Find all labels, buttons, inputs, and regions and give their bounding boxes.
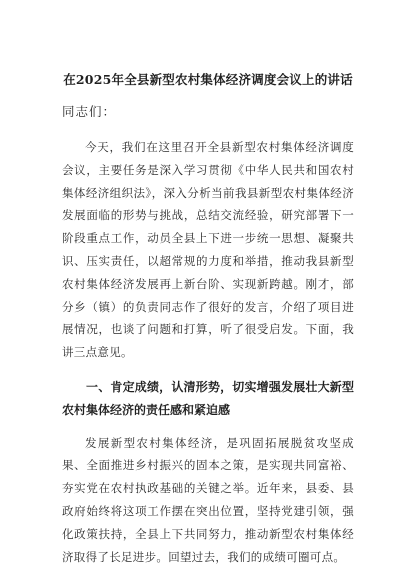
greeting: 同志们： (62, 104, 117, 119)
section-1-paragraph: 发展新型农村集体经济，是巩固拓展脱贫攻坚成果、全面推进乡村振兴的固本之策，是实现共同富裕、夯实党在农村执政基础的关键之举。近年来，县委、县政府始终将这项工作摆在突出位置，坚持党建引领，强化政策扶持，全县上下共同努力，推动新型农村集体经济取得了长足进步。回望过去，我们的成绩可圈可点。 (62, 435, 354, 564)
document-title: 在2025年全县新型农村集体经济调度会议上的讲话 (63, 72, 353, 87)
opening-paragraph: 今天，我们在这里召开全县新型农村集体经济调度会议，主要任务是深入学习贯彻《中华人民共和国农村集体经济组织法》，深入分析当前我县新型农村集体经济发展面临的形势与挑战，总结交流经验，研究部署下一阶段重点工作，动员全县上下进一步统一思想、凝聚共识、压实责任，以超常规的力度和举措，推动我县新型农村集体经济发展再上新台阶、实现新跨越。刚才，部分乡（镇）的负责同志作了很好的发言，介绍了项目进展情况，也谈了问题和打算，听了很受启发。下面，我讲三点意见。 (62, 140, 354, 360)
section-heading-1: 一、肯定成绩，认清形势，切实增强发展壮大新型农村集体经济的责任感和紧迫感 (62, 379, 354, 417)
